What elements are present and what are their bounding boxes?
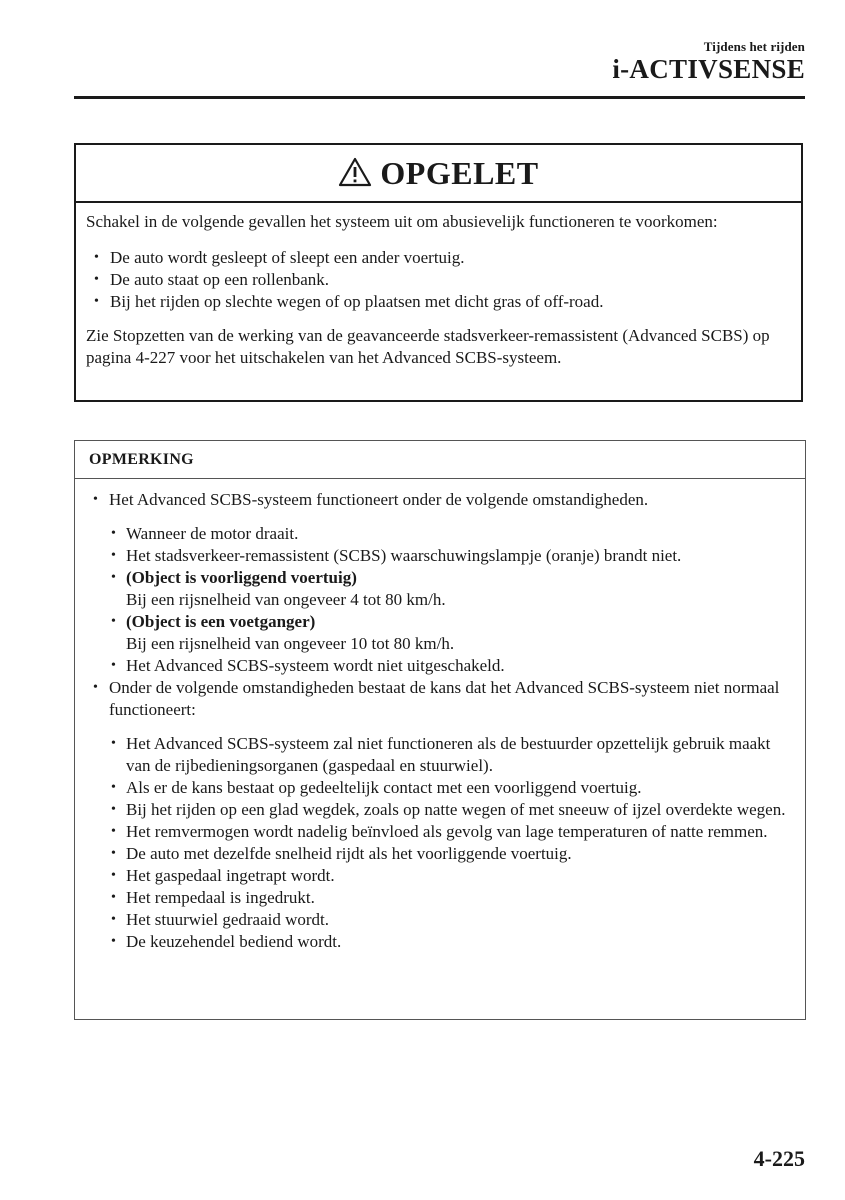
list-item: • De auto wordt gesleept of sleept een ander voertuig. (86, 247, 791, 269)
pedestrian-label: • (Object is een voetganger) (126, 612, 316, 631)
vehicle-label: • (Object is voorliggend voertuig) (126, 568, 357, 587)
note-point-text: Onder de volgende omstandigheden bestaat de kans dat het Advanced SCBS-systeem niet normaal functioneert: (109, 678, 780, 719)
list-item: • Het stuurwiel gedraaid wordt. (109, 909, 795, 931)
note-box (74, 440, 806, 1020)
list-item: • Als er de kans bestaat op gedeeltelijk contact met een voorliggend voertuig. (109, 777, 795, 799)
caution-title: OPGELET (380, 154, 539, 191)
list-item: • Het remvermogen wordt nadelig beïnvloed als gevolg van lage temperaturen of natte remmen. (109, 821, 795, 843)
caution-body (76, 203, 801, 369)
sub-list (109, 523, 795, 677)
note-body (75, 479, 805, 953)
caution-intro: Schakel in de volgende gevallen het systeem uit om abusievelijk functioneren te voorkomen: (86, 212, 718, 231)
list-item: • De auto staat op een rollenbank. (86, 269, 791, 291)
caution-box (74, 143, 803, 402)
list-item: • Bij het rijden op een glad wegdek, zoals op natte wegen of met sneeuw of ijzel overdekte wegen. (109, 799, 795, 821)
note-point-text: Het Advanced SCBS-systeem functioneert onder de volgende omstandigheden. (109, 490, 649, 509)
header-divider (74, 96, 805, 99)
list-item: • Bij het rijden op slechte wegen of op plaatsen met dicht gras of off-road. (86, 291, 791, 313)
section-label: Tijdens het rijden (703, 39, 805, 54)
list-item: • Wanneer de motor draait. (109, 523, 795, 545)
list-item: • Het stadsverkeer-remassistent (SCBS) waarschuwingslampje (oranje) brandt niet. (109, 545, 795, 567)
caution-header (76, 145, 801, 203)
list-item: • Het gaspedaal ingetrapt wordt. (109, 865, 795, 887)
list-item (109, 567, 795, 611)
list-item: • Het Advanced SCBS-systeem zal niet functioneren als de bestuurder opzettelijk gebruik maakt van de rijbedieningsorganen (gaspedaal en stuurwiel). (109, 733, 795, 777)
list-item: • Het rempedaal is ingedrukt. (109, 887, 795, 909)
warning-triangle-icon (338, 157, 372, 187)
chapter-title: i-ACTIVSENSE (612, 54, 805, 84)
list-item: • De keuzehendel bediend wordt. (109, 931, 795, 953)
list-item (85, 489, 795, 677)
list-item (85, 677, 795, 953)
page-number: 4-225 (753, 1146, 805, 1171)
vehicle-speed-text: Bij een rijsnelheid van ongeveer 4 tot 80 km/h. (126, 590, 446, 609)
note-list (85, 489, 795, 953)
list-item: • Het Advanced SCBS-systeem wordt niet uitgeschakeld. (109, 655, 795, 677)
list-item (109, 611, 795, 655)
caution-footer: Zie Stopzetten van de werking van de geavanceerde stadsverkeer-remassistent (Advanced SCBS) op pagina 4-227 voor het uitschakelen van het Advanced SCBS-systeem. (86, 326, 770, 367)
list-item: • De auto met dezelfde snelheid rijdt als het voorliggende voertuig. (109, 843, 795, 865)
sub-list (109, 733, 795, 953)
note-title: OPMERKING (75, 441, 805, 479)
caution-list (86, 247, 791, 313)
pedestrian-speed-text: Bij een rijsnelheid van ongeveer 10 tot 80 km/h. (126, 634, 455, 653)
